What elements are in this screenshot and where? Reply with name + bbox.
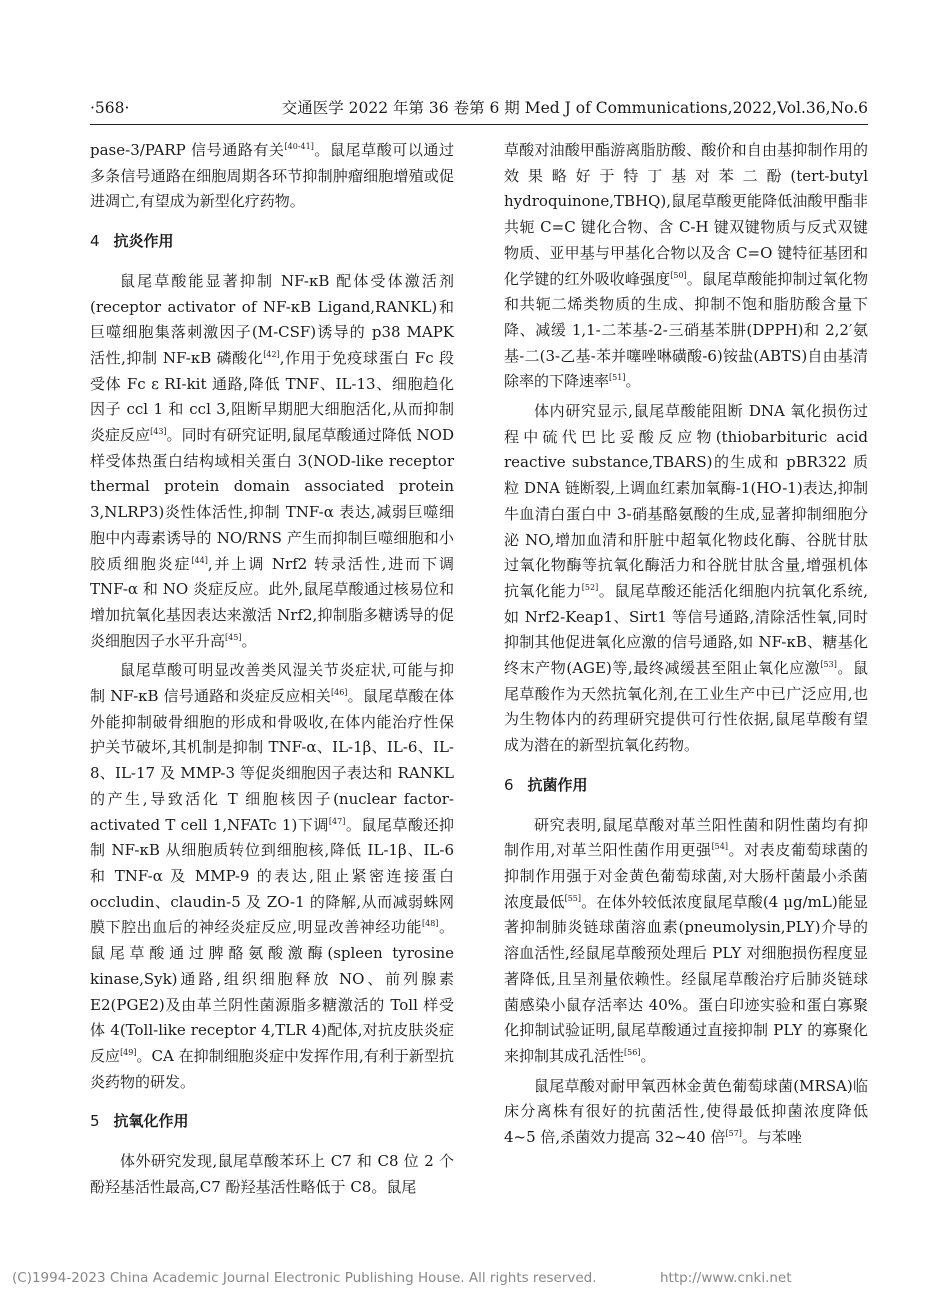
copyright-notice: (C)1994-2023 China Academic Journal Electronic Publishing House. All rights reserved. — [12, 1270, 597, 1286]
citation: [44] — [191, 555, 208, 565]
section-heading-5: 5 抗氧化作用 — [90, 1112, 189, 1131]
citation: [40-41] — [284, 142, 314, 151]
header-rule — [90, 124, 868, 125]
section-heading-4: 4 抗炎作用 — [90, 232, 174, 251]
citation: [47] — [328, 816, 346, 826]
paragraph: 体内研究显示,鼠尾草酸能阻断 DNA 氧化损伤过程中硫代巴比妥酸反应物(thiobarbituric acid reactive substance,TBARS)的生成和 pBR322 质粒 DNA 链断裂,上调血红素加氧酶-1(HO-1)表达,抑制牛血清白蛋白中 3-硝基酪氨酸的生成,显著抑制细胞分泌 NO,增加血清和肝脏中超氧化物歧化酶、谷胱甘肽过氧化物酶等抗氧化酶活力和谷胱甘肽含量,增强机体抗氧化能力[52]。鼠尾草酸还能活化细胞内抗氧化系统,如 Nrf2-Keap1、Sirt1 等信号通路,清除活性氧,同时抑制其他促进氧化应激的信号通路,如 NF-κB、糖基化终末产物(AGE)等,最终减缓甚至阻止氧化应激[53]。鼠尾草酸作为天然抗氧化剂,在工业生产中已广泛应用,也为生物体内的药理研究提供可行性依据,鼠尾草酸有望成为潜在的新型抗氧化药物。 — [504, 402, 868, 755]
paragraph: pase-3/PARP 信号通路有关[40-41]。鼠尾草酸可以通过多条信号通路在细胞周期各环节抑制肿瘤细胞增殖或促进凋亡,有望成为新型化疗药物。 — [90, 141, 454, 211]
running-header — [90, 97, 868, 119]
cnki-link[interactable]: http://www.cnki.net — [660, 1270, 792, 1286]
paragraph: 体外研究发现,鼠尾草酸苯环上 C7 和 C8 位 2 个酚羟基活性最高,C7 酚羟基活性略低于 C8。鼠尾 — [90, 1152, 454, 1196]
page-number: ·568· — [90, 99, 130, 117]
paragraph: 草酸对油酸甲酯游离脂肪酸、酸价和自由基抑制作用的效果略好于特丁基对苯二酚(tert-butyl hydroquinone,TBHQ),鼠尾草酸更能降低油酸甲酯非共轭 C=C 键化合物、含 C-H 键双键物质与反式双键物质、亚甲基与甲基化合物以及含 C=O 键特征基团和化学键的红外吸收峰强度[50]。鼠尾草酸能抑制过氧化物和共轭二烯类物质的生成、抑制不饱和脂肪酸含量下降、减缓 1,1-二苯基-2-三硝基苯肼(DPPH)和 2,2′氨基-二(3-乙基-苯并噻唑啉磺酸-6)铵盐(ABTS)自由基清除率的下降速率[51]。 — [504, 141, 868, 391]
citation: [57] — [725, 1129, 742, 1139]
section-heading-6: 6 抗菌作用 — [504, 775, 588, 794]
left-column — [90, 138, 454, 1204]
page-footer — [0, 1266, 950, 1290]
citation: [50] — [670, 270, 687, 280]
right-column — [504, 138, 868, 1155]
citation: [43] — [150, 427, 167, 437]
citation: [46] — [331, 688, 348, 698]
paragraph: 研究表明,鼠尾草酸对革兰阳性菌和阴性菌均有抑制作用,对革兰阳性菌作用更强[54]。对表皮葡萄球菌的抑制作用强于对金黄色葡萄球菌,对大肠杆菌最小杀菌浓度最低[55]。在体外较低浓度鼠尾草酸(4 μg/mL)能显著抑制肺炎链球菌溶血素(pneumolysin,PLY)介导的溶血活性,经鼠尾草酸预处理后 PLY 对细胞损伤程度显著降低,且呈剂量依赖性。经鼠尾草酸治疗后肺炎链球菌感染小鼠存活率达 40%。蛋白印迹实验和蛋白寡聚化抑制试验证明,鼠尾草酸通过直接抑制 PLY 的寡聚化来抑制其成孔活性[56]。 — [504, 815, 868, 1065]
citation: [51] — [609, 373, 626, 383]
citation: [42] — [263, 349, 280, 359]
citation: [53] — [820, 660, 837, 670]
paragraph: 鼠尾草酸可明显改善类风湿关节炎症状,可能与抑制 NF-κB 信号通路和炎症反应相关[46]。鼠尾草酸在体外能抑制破骨细胞的形成和骨吸收,在体内能治疗性保护关节破坏,其机制是抑制 TNF-α、IL-1β、IL-6、IL-8、IL-17 及 MMP-3 等促炎细胞因子表达和 RANKL 的产生,导致活化 T 细胞核因子(nuclear factor-activated T cell 1,NFATc 1)下调[47]。鼠尾草酸还抑制 NF-κB 从细胞质转位到细胞核,降低 IL-1β、IL-6 和 TNF-α 及 MMP-9 的表达,阻止紧密连接蛋白 occludin、claudin-5 及 ZO-1 的降解,从而减弱蛛网膜下腔出血后的神经炎症反应,明显改善神经功能[48]。鼠尾草酸通过脾酪氨酸激酶(spleen tyrosine kinase,Syk)通路,组织细胞释放 NO、前列腺素 E2(PGE2)及由革兰阴性菌源脂多糖激活的 Toll 样受体 4(Toll-like receptor 4,TLR 4)配体,对抗皮肤炎症反应[49]。CA 在抑制细胞炎症中发挥作用,有利于新型抗炎药物的研发。 — [90, 661, 454, 1091]
journal-citation: 交通医学 2022 年第 36 卷第 6 期 Med J of Communications,2022,Vol.36,No.6 — [281, 99, 868, 117]
citation: [45] — [225, 632, 242, 642]
paragraph: 鼠尾草酸能显著抑制 NF-κB 配体受体激活剂(receptor activator of NF-κB Ligand,RANKL)和巨噬细胞集落刺激因子(M-CSF)诱导的 p38 MAPK 活性,抑制 NF-κB 磷酸化[42],作用于免疫球蛋白 Fc 段受体 Fc ε RI-kit 通路,降低 TNF、IL-13、细胞趋化因子 ccl 1 和 ccl 3,阻断早期肥大细胞活化,从而抑制炎症反应[43]。同时有研究证明,鼠尾草酸通过降低 NOD 样受体热蛋白结构域相关蛋白 3(NOD-like receptor thermal protein domain associated protein 3,NLRP3)炎性体活性,抑制 TNF-α 表达,减弱巨噬细胞中内毒素诱导的 NO/RNS 产生而抑制巨噬细胞和小胶质细胞炎症[44],并上调 Nrf2 转录活性,进而下调 TNF-α 和 NO 炎症反应。此外,鼠尾草酸通过核易位和增加抗氧化基因表达来激活 Nrf2,抑制脂多糖诱导的促炎细胞因子水平升高[45]。 — [90, 271, 454, 650]
paragraph: 鼠尾草酸对耐甲氧西林金黄色葡萄球菌(MRSA)临床分离株有很好的抗菌活性,使得最低抑菌浓度降低 4~5 倍,杀菌效力提高 32~40 倍[57]。与苯唑 — [504, 1076, 868, 1147]
citation: [52] — [581, 582, 599, 592]
citation: [56] — [624, 1047, 641, 1057]
citation: [54] — [711, 842, 728, 852]
citation: [49] — [120, 1047, 137, 1057]
citation: [48] — [422, 919, 439, 929]
citation: [55] — [564, 893, 582, 903]
